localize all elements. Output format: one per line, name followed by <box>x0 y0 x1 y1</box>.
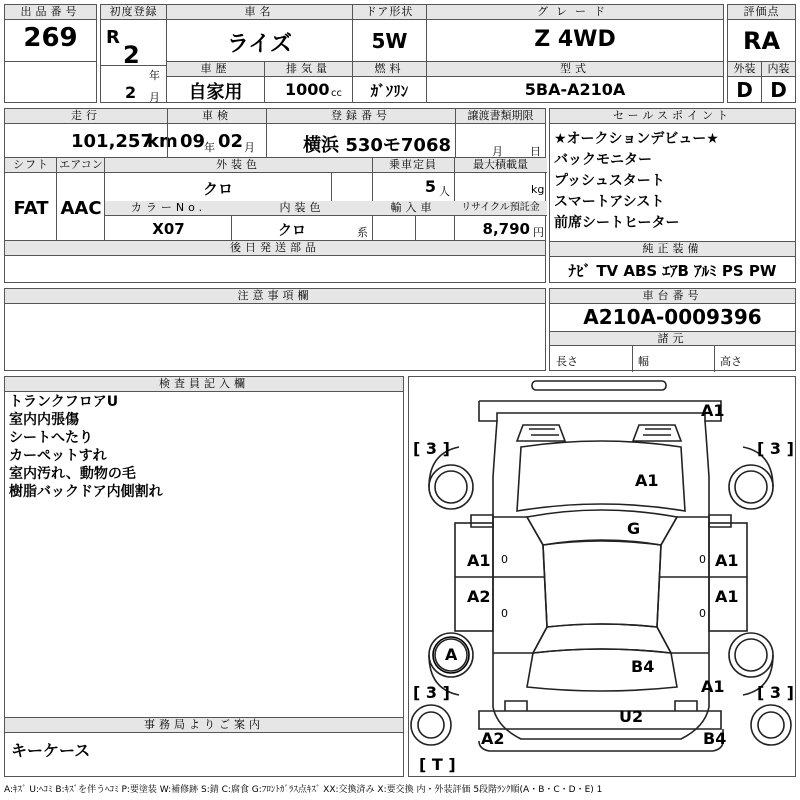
car-name-header: 車名 <box>167 5 352 20</box>
tire-front-right: [ 3 ] <box>757 439 794 458</box>
model-header: 型式 <box>427 62 723 77</box>
door-box <box>352 4 427 62</box>
inspector-notes-list <box>9 393 163 501</box>
notes-header: 注意事項欄 <box>5 289 545 304</box>
width-label: 幅 <box>638 355 649 368</box>
car-name: ライズ <box>226 32 293 57</box>
score-header: 評価点 <box>728 5 795 20</box>
inspector-note: カーペットすれ <box>9 448 107 464</box>
fuel-box <box>352 61 427 103</box>
history-box <box>166 61 265 103</box>
recycle-value: 8,790 <box>482 220 530 238</box>
lot-number: 269 <box>23 23 78 53</box>
recycle-header: リサイクル預託金 <box>454 201 547 216</box>
interior-score: D <box>770 78 787 102</box>
int-color-value: クロ <box>278 223 306 239</box>
mileage-value: 101,257 <box>71 131 153 152</box>
office-box <box>4 717 404 777</box>
inspection-month-unit: 月 <box>244 141 255 154</box>
max-load-header: 最大積載量 <box>454 158 547 173</box>
equipment-list: ﾅﾋﾞ TV ABS ｴｱB ｱﾙﾐ PS PW <box>568 262 777 280</box>
max-load-unit: kg <box>531 183 545 196</box>
grade-box <box>426 4 724 62</box>
inspector-note: シートへたり <box>9 430 93 446</box>
spare-tire: [ T ] <box>419 755 456 774</box>
sales-points-box <box>549 108 796 242</box>
recycle-unit: 円 <box>533 226 544 239</box>
inspection-box <box>167 108 267 158</box>
model-code: 5BA-A210A <box>524 80 626 99</box>
exterior-score-box <box>727 61 762 103</box>
color-no-header: カラーNo. <box>105 201 232 216</box>
history-header: 車歴 <box>167 62 264 77</box>
int-color-unit: 系 <box>357 226 368 239</box>
int-color-header: 内装色 <box>232 201 372 216</box>
grade: Z 4WD <box>534 27 616 52</box>
sales-point: スマートアシスト <box>554 194 665 210</box>
inspector-note: 室内内張傷 <box>9 412 79 428</box>
damage-left-rear-door: A2 <box>467 587 491 606</box>
office-header: 事務局よりご案内 <box>5 718 403 733</box>
era-label: R <box>106 27 120 48</box>
grade-header: グレード <box>427 5 723 20</box>
overall-score: RA <box>742 27 781 55</box>
registration-number: 横浜 530モ7068 <box>303 135 451 156</box>
tire-rear-right: [ 3 ] <box>757 683 794 702</box>
notes-box <box>4 288 546 371</box>
first-reg-year: 2 <box>123 41 140 69</box>
car-history: 自家用 <box>188 82 243 103</box>
spec-grid <box>4 157 546 241</box>
damage-rear-right-quarter: A1 <box>701 677 725 696</box>
damage-hood: A1 <box>635 471 659 490</box>
door-type: 5W <box>371 29 408 53</box>
damage-rear-bumper: U2 <box>619 707 644 726</box>
interior-score-box <box>761 61 796 103</box>
shift-header: シフト <box>5 158 57 173</box>
sales-point: プッシュスタート <box>554 173 665 189</box>
lot-number-box <box>4 4 97 62</box>
exterior-header: 外装 <box>728 62 761 77</box>
color-no-value: X07 <box>152 220 185 238</box>
month-unit: 月 <box>149 91 160 104</box>
transfer-header: 譲渡書類期限 <box>456 109 545 124</box>
zero-marker: 0 <box>501 553 508 566</box>
displacement-header: 排気量 <box>265 62 352 77</box>
inspection-year-unit: 年 <box>204 141 215 154</box>
chassis-number: A210A-0009396 <box>583 305 762 329</box>
first-registration-header: 初度登録 <box>101 5 166 20</box>
door-header: ドア形状 <box>353 5 426 20</box>
inspection-month: 02 <box>218 131 244 152</box>
tire-rear-left: [ 3 ] <box>413 683 450 702</box>
sales-point: ★オークションデビュー★ <box>554 131 719 147</box>
registration-box <box>266 108 456 158</box>
transfer-month-unit: 月 <box>492 145 503 158</box>
transfer-box <box>455 108 546 158</box>
capacity-unit: 人 <box>439 185 450 198</box>
aircon-value: AAC <box>60 198 102 219</box>
sales-points-header: セールスポイント <box>550 109 795 124</box>
lot-blank-box <box>4 61 97 103</box>
fuel-header: 燃料 <box>353 62 426 77</box>
zero-marker: 0 <box>699 553 706 566</box>
chassis-box <box>549 288 796 371</box>
transfer-day-unit: 日 <box>530 145 541 158</box>
displacement: 1000 <box>285 80 330 99</box>
interior-header: 内装 <box>762 62 795 77</box>
car-diagram <box>408 376 796 777</box>
year-unit: 年 <box>149 69 160 82</box>
first-registration-box <box>100 4 167 103</box>
car-name-box <box>166 4 353 62</box>
ext-color-header: 外装色 <box>105 158 372 173</box>
exterior-score: D <box>736 78 753 102</box>
tire-front-left: [ 3 ] <box>413 439 450 458</box>
lot-number-header: 出品番号 <box>5 5 96 20</box>
damage-left-front-door: A1 <box>467 551 491 570</box>
damage-rear-left-corner: A2 <box>481 729 505 748</box>
later-parts-header: 後日発送部品 <box>5 241 545 256</box>
displacement-box <box>264 61 353 103</box>
specs-header: 諸元 <box>550 331 795 346</box>
shift-value: FAT <box>13 198 49 219</box>
equipment-header: 純正装備 <box>550 242 795 257</box>
fuel-type: ｶﾞｿﾘﾝ <box>370 82 409 100</box>
zero-marker: 0 <box>699 607 706 620</box>
damage-left-rear-wheel: A <box>445 645 458 664</box>
height-label: 高さ <box>720 355 742 368</box>
damage-trunk: B4 <box>631 657 655 676</box>
zero-marker: 0 <box>501 607 508 620</box>
import-header: 輸入車 <box>372 201 454 216</box>
model-box <box>426 61 724 103</box>
legend-text: A:ｷｽﾞ U:ﾍｺﾐ B:ｷｽﾞを伴うﾍｺﾐ P:要塗装 W:補修跡 S:錆 C:腐食 G:ﾌﾛﾝﾄｶﾞﾗｽ点ｷｽﾞ XX:交換済み X:要交換 内・外装評価 5段階ﾗﾝｸ順(A・B・C・D・E) 1 <box>4 785 603 795</box>
capacity-header: 乗車定員 <box>372 158 454 173</box>
damage-roof: G <box>627 519 641 538</box>
capacity-value: 5 <box>424 177 436 196</box>
office-note: キーケース <box>11 741 91 760</box>
later-parts-box <box>4 240 546 283</box>
damage-right-rear-door: A1 <box>715 587 739 606</box>
registration-header: 登録番号 <box>267 109 455 124</box>
ext-color-value: クロ <box>202 180 233 198</box>
first-reg-month: 2 <box>125 83 137 102</box>
aircon-header: エアコン <box>57 158 105 173</box>
inspector-note: 樹脂バックドア内側割れ <box>9 484 163 500</box>
equipment-box <box>549 241 796 283</box>
length-label: 長さ <box>556 355 578 368</box>
sales-point: バックモニター <box>554 152 652 168</box>
inspection-year: 09 <box>180 131 206 152</box>
score-box <box>727 4 796 62</box>
chassis-header: 車台番号 <box>550 289 795 304</box>
sales-point: 前席シートヒーター <box>554 215 680 231</box>
damage-rear-right-corner: B4 <box>703 729 727 748</box>
damage-front-bumper: A1 <box>701 401 725 420</box>
displacement-unit: cc <box>331 88 342 99</box>
mileage-box <box>4 108 178 158</box>
inspection-header: 車検 <box>168 109 266 124</box>
inspector-note: トランクフロアU <box>9 394 119 410</box>
mileage-unit: km <box>147 131 178 152</box>
mileage-header: 走行 <box>5 109 167 124</box>
inspector-header: 検査員記入欄 <box>5 377 403 392</box>
sales-points-list <box>554 129 719 234</box>
inspector-note: 室内汚れ、動物の毛 <box>9 466 136 482</box>
inspector-box <box>4 376 404 718</box>
damage-right-front-door: A1 <box>715 551 739 570</box>
car-outline <box>409 377 795 776</box>
